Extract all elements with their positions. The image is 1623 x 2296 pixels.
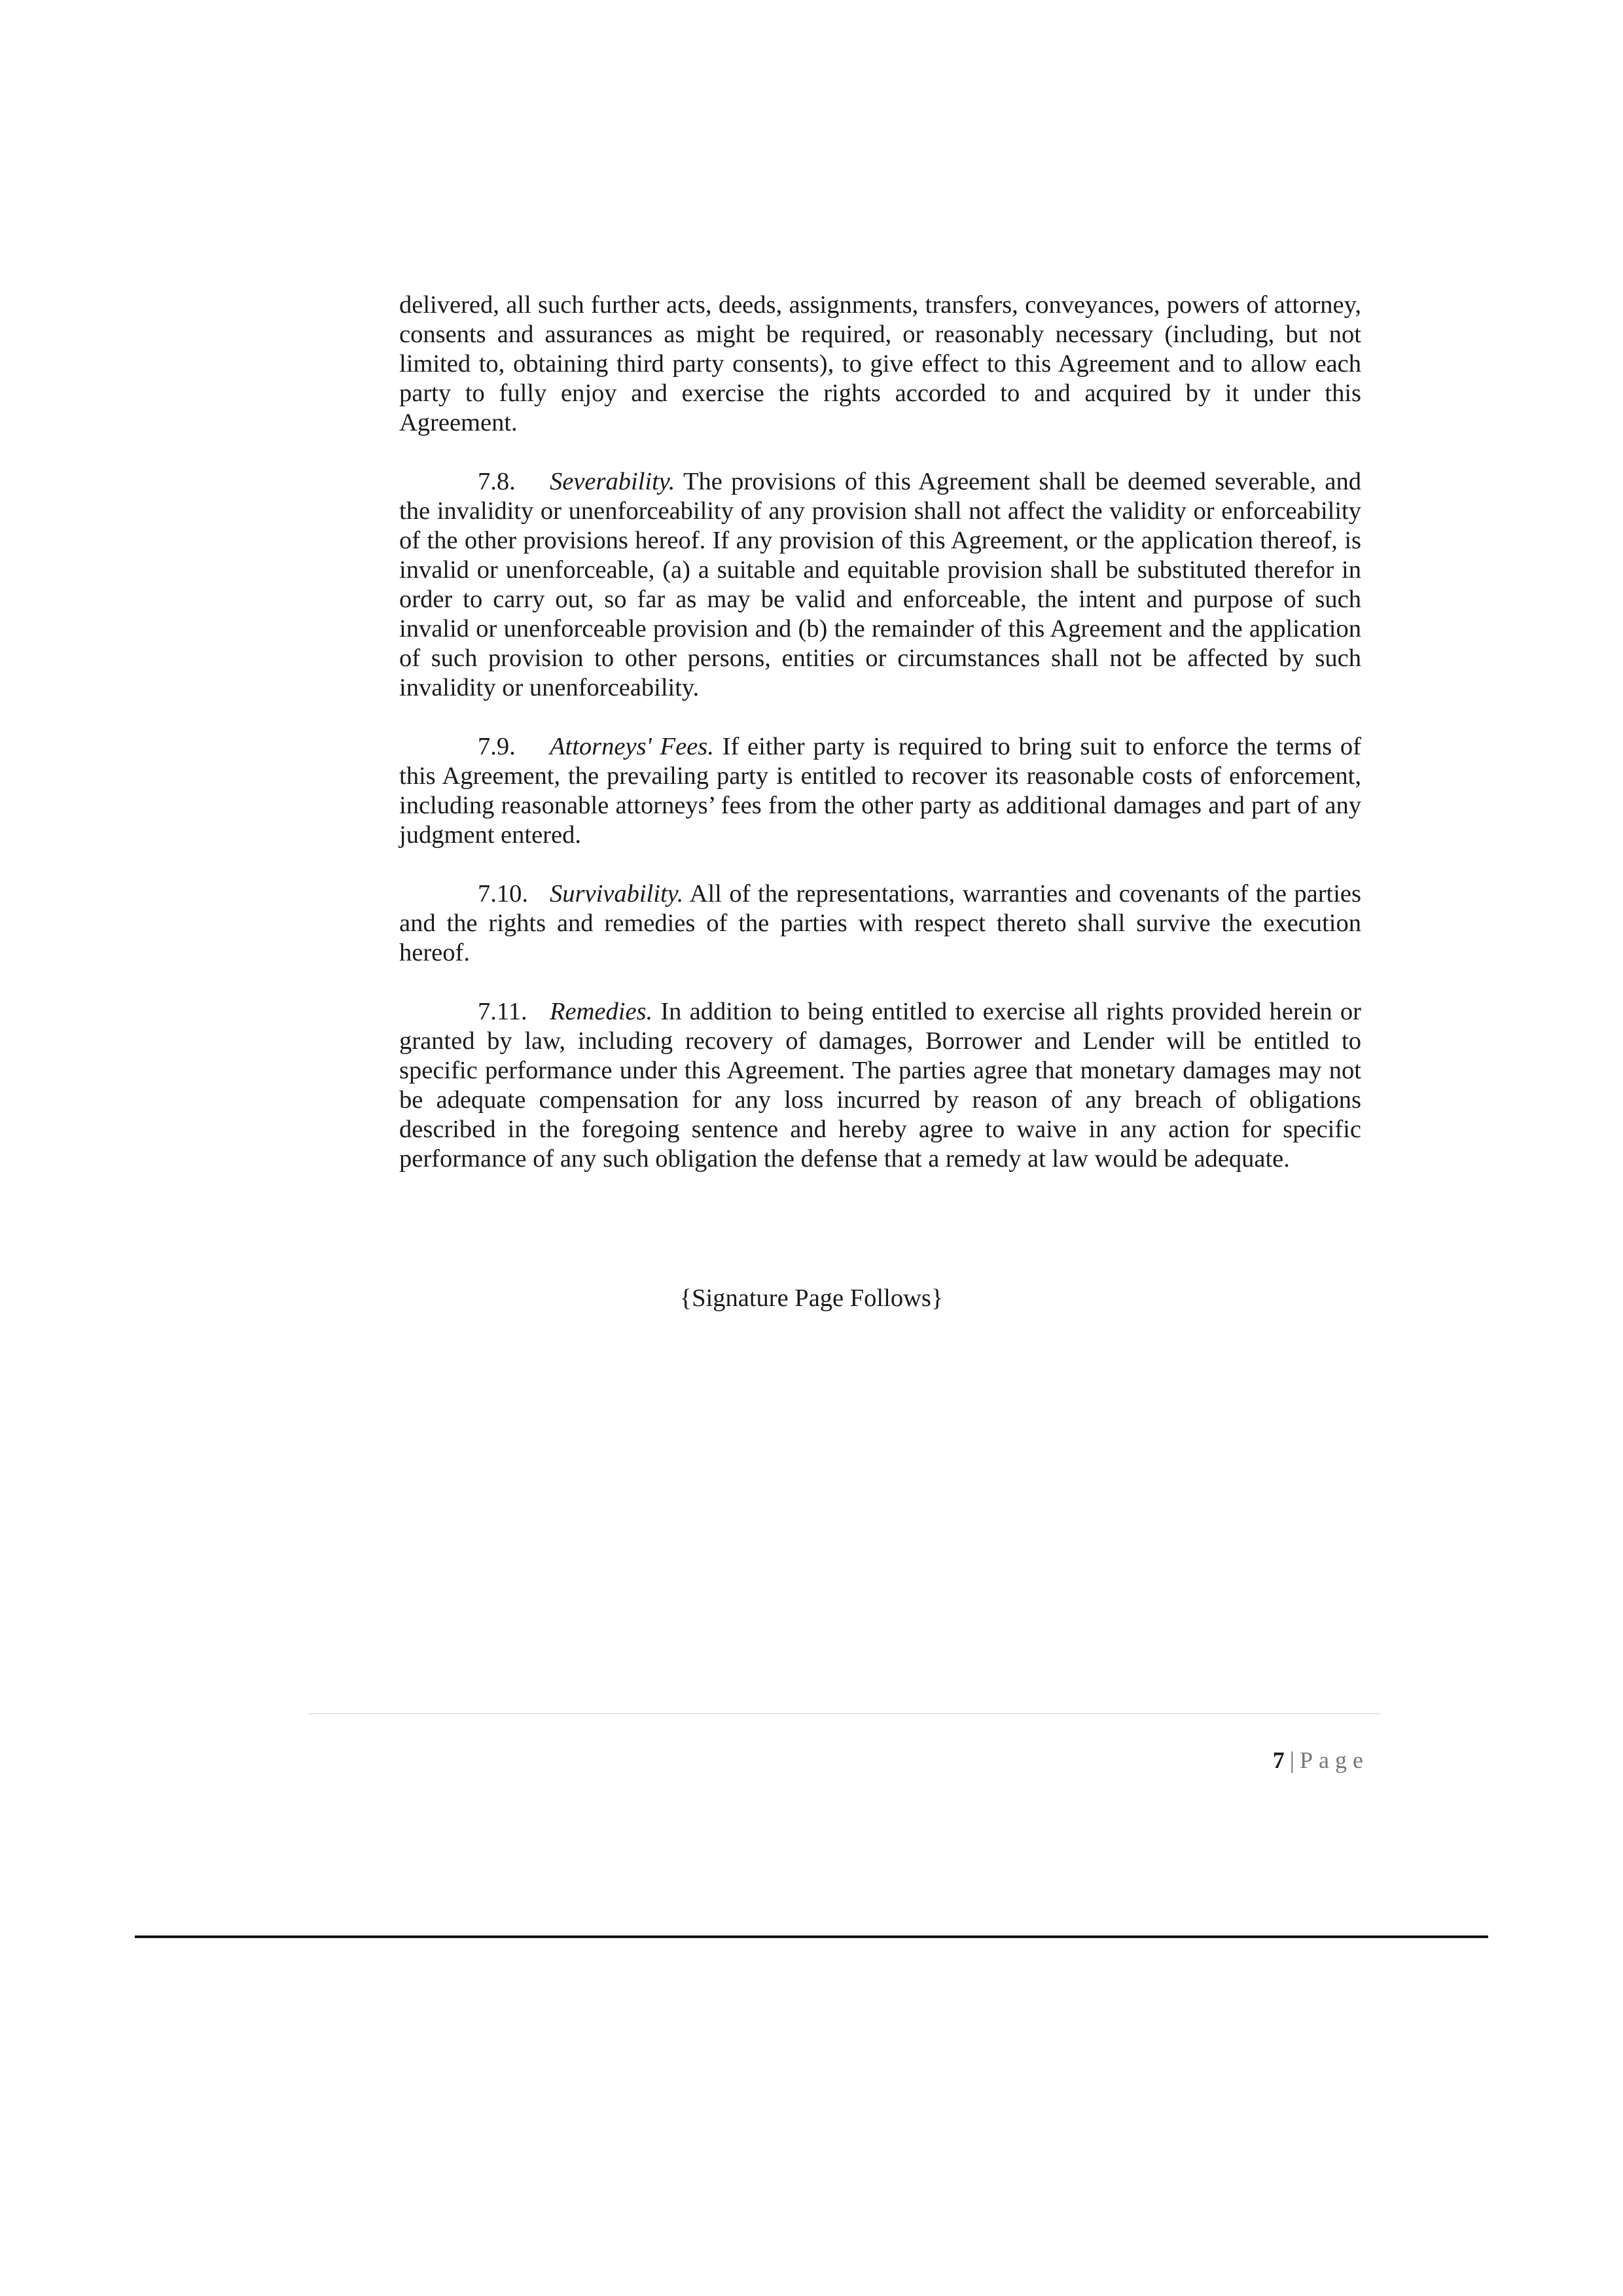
section-number: 7.8. [478, 468, 516, 495]
paragraph-continuation [399, 291, 1361, 438]
section-number: 7.9. [478, 733, 516, 760]
section-7-11-remedies [399, 997, 1361, 1174]
paragraph-text: delivered, all such further acts, deeds, assignments, transfers, conveyances, powers of attorney, consents and assurances as might be required, or reasonably necessary (including, but not limited to, obtaining third party consents), to give effect to this Agreement and to allow each party to fully enjoy and exercise the rights accorded to and acquired by it under this Agreement. [399, 291, 1361, 436]
section-number: 7.11. [478, 998, 527, 1025]
section-number: 7.10. [478, 880, 528, 908]
section-7-9-attorneys-fees [399, 732, 1361, 850]
page-number-footer [1273, 1747, 1369, 1773]
page-number: 7 [1272, 1747, 1285, 1773]
section-heading: Attorneys' Fees. [550, 733, 714, 760]
page-separator: | [1289, 1747, 1295, 1773]
section-text: In addition to being entitled to exercise all rights provided herein or granted by law, including recovery of damages, Borrower and Lender will be entitled to specific performance under this Agreement. The parties agree that monetary damages may not be adequate compensation for any loss incurred by reason of any breach of obligations described in the foregoing sentence and hereby agree to waive in any action for specific performance of any such obligation the defense that a remedy at law would be adequate. [399, 998, 1362, 1173]
document-body [399, 291, 1361, 1203]
page-bottom-rule [135, 1935, 1488, 1938]
section-text: All of the representations, warranties and covenants of the parties and the rights and remedies of the parties with respect thereto shall survive the execution hereof. [399, 880, 1361, 966]
footer-divider [308, 1713, 1381, 1714]
page-label: Page [1300, 1747, 1369, 1773]
signature-page-note: {Signature Page Follows} [679, 1284, 944, 1312]
section-heading: Survivability. [550, 880, 684, 908]
section-7-8-severability [399, 467, 1361, 703]
section-heading: Severability. [550, 468, 675, 495]
section-heading: Remedies. [550, 998, 653, 1025]
section-text: If either party is required to bring suit to enforce the terms of this Agreement, the prevailing party is entitled to recover its reasonable costs of enforcement, including reasonable attorneys’ fees from the other party as additional damages and part of any judgment entered. [399, 733, 1362, 849]
section-text: The provisions of this Agreement shall be deemed severable, and the invalidity or unenforceability of any provision shall not affect the validity or enforceability of the other provisions hereof. If any provision of this Agreement, or the application thereof, is invalid or unenforceable, (a) a suitable and equitable provision shall be substituted therefor in order to carry out, so far as may be valid and enforceable, the intent and purpose of such invalid or unenforceable provision and (b) the remainder of this Agreement and the application of such provision to other persons, entities or circumstances shall not be affected by such invalidity or unenforceability. [399, 468, 1362, 701]
section-7-10-survivability [399, 879, 1361, 968]
